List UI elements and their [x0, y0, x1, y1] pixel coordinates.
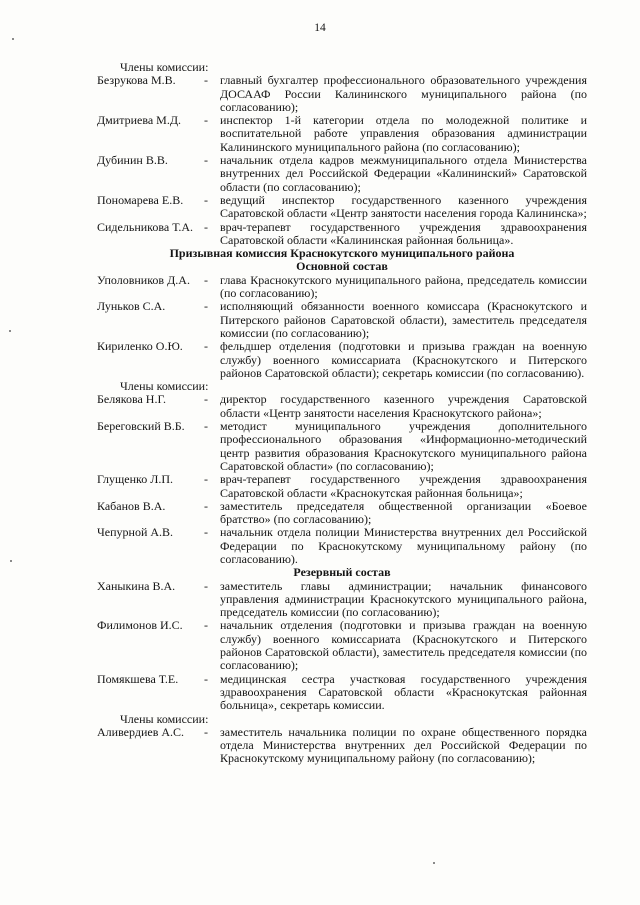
member-position: врач-терапевт государственного учреждения здравоохранения Саратовской области «Калининская районная больница».	[220, 219, 587, 247]
dash-separator: -	[204, 671, 208, 686]
document-body	[97, 61, 587, 766]
commission-member-entry	[97, 340, 587, 380]
member-position: врач-терапевт государственного учреждения здравоохранения Саратовской области «Краснокутская районная больница»;	[220, 472, 587, 500]
scan-speck	[433, 862, 435, 864]
scan-speck	[10, 560, 12, 562]
members-heading: Члены комиссии:	[120, 379, 209, 394]
dash-separator: -	[204, 153, 208, 168]
member-position: исполняющий обязанности военного комиссара (Краснокутского и Питерского районов Саратовской области), заместитель председателя комиссии (по согласованию);	[220, 299, 587, 340]
dash-separator: -	[204, 192, 208, 207]
member-name: Пономарева Е.В.	[97, 192, 184, 207]
member-position: начальник отделения (подготовки и призыва граждан на военную службу) военного комиссариата (Краснокутского и Питерского районов Саратовской области), заместитель председателя комиссии (по согласованию);	[220, 618, 587, 673]
member-name: Помякшева Т.Е.	[97, 671, 179, 686]
scan-speck	[12, 38, 14, 40]
member-name: Кириленко О.Ю.	[97, 339, 183, 354]
commission-member-entry	[97, 673, 587, 713]
member-position: начальник отдела кадров межмуниципального отдела Министерства внутренних дел Российской Федерации «Калининский» Саратовской области (по согласованию);	[220, 153, 587, 194]
commission-member-entry	[97, 526, 587, 566]
member-name: Уполовников Д.А.	[97, 272, 190, 287]
main-composition-title: Основной состав	[296, 259, 388, 274]
member-name: Ханыкина В.А.	[97, 578, 176, 593]
dash-separator: -	[204, 339, 208, 354]
member-name: Чепурной А.В.	[97, 525, 174, 540]
member-position: ведущий инспектор государственного казенного учреждения Саратовской области «Центр занятости населения города Калининска»;	[220, 192, 587, 221]
dash-separator: -	[204, 272, 208, 287]
dash-separator: -	[204, 219, 208, 234]
dash-separator: -	[204, 113, 208, 128]
member-position: начальник отдела полиции Министерства внутренних дел Российской Федерации по Краснокутскому муниципальному району (по согласованию).	[220, 525, 587, 566]
member-position: инспектор 1-й категории отдела по молодежной политике и воспитательной работе управления образования администрации Калининского муниципального района (по согласованию);	[220, 113, 587, 154]
member-position: фельдшер отделения (подготовки и призыва граждан на военную службу) военного комиссариата (Краснокутского и Питерского районов Саратовской области); секретарь комиссии (по согласованию).	[220, 339, 587, 380]
reserve-composition-title: Резервный состав	[293, 565, 391, 580]
commission-member-entry	[97, 500, 587, 527]
member-name: Безрукова М.В.	[97, 73, 176, 88]
member-name: Дмитриева М.Д.	[97, 113, 182, 128]
commission-member-entry	[97, 473, 587, 500]
commission-member-entry	[97, 619, 587, 672]
commission-member-entry	[97, 114, 587, 154]
dash-separator: -	[204, 472, 208, 487]
commission-member-entry	[97, 580, 587, 620]
member-position: медицинская сестра участковая государственного учреждения здравоохранения Саратовской области «Краснокутская районная больница», секретарь комиссии.	[220, 671, 587, 713]
commission-member-entry	[97, 393, 587, 420]
dash-separator: -	[204, 419, 208, 434]
member-name: Сидельникова Т.А.	[97, 219, 194, 234]
member-position: методист муниципального учреждения дополнительного профессионального образования «Информационно-методический центр развития образования Краснокутского муниципального района Саратовской области» (по согласованию);	[220, 419, 587, 473]
member-position: глава Краснокутского муниципального района, председатель комиссии (по согласованию);	[220, 272, 587, 301]
members-heading: Члены комиссии:	[120, 60, 209, 74]
commission-member-entry	[97, 726, 587, 766]
member-name: Дубинин В.В.	[97, 153, 168, 168]
dash-separator: -	[204, 392, 208, 407]
member-position: заместитель начальника полиции по охране общественного порядка отдела Министерства внутренних дел Российской Федерации по Краснокутскому муниципальному району (по согласованию);	[220, 724, 587, 766]
dash-separator: -	[204, 299, 208, 314]
member-name: Луньков С.А.	[97, 299, 166, 314]
member-position: заместитель председателя общественной организации «Боевое братство» (по согласованию);	[220, 498, 587, 527]
dash-separator: -	[204, 73, 208, 88]
member-name: Белякова Н.Г.	[97, 392, 167, 407]
commission-member-entry	[97, 420, 587, 473]
commission-member-entry	[97, 274, 587, 301]
member-name: Кабанов В.А.	[97, 498, 166, 513]
member-position: заместитель главы администрации; начальник финансового управления администрации Краснокутского муниципального района, председатель комиссии (по согласованию);	[220, 578, 587, 620]
commission-member-entry	[97, 194, 587, 221]
member-name: Береговский В.Б.	[97, 419, 185, 434]
member-name: Аливердиев А.С.	[97, 724, 185, 739]
members-heading: Члены комиссии:	[120, 711, 209, 726]
dash-separator: -	[204, 525, 208, 540]
commission-member-entry	[97, 300, 587, 340]
commission-member-entry	[97, 221, 587, 248]
member-name: Глущенко Л.П.	[97, 472, 174, 487]
commission-member-entry	[97, 74, 587, 114]
member-position: главный бухгалтер профессионального образовательного учреждения ДОСААФ России Калининского муниципального района (по согласованию);	[220, 73, 587, 114]
scan-speck	[9, 330, 11, 332]
dash-separator: -	[204, 618, 208, 633]
dash-separator: -	[204, 498, 208, 513]
commission-title: Призывная комиссия Краснокутского муниципального района	[169, 246, 515, 261]
member-position: директор государственного казенного учреждения Саратовской области «Центр занятости населения Краснокутского района»;	[220, 392, 587, 420]
dash-separator: -	[204, 578, 208, 593]
member-name: Филимонов И.С.	[97, 618, 183, 633]
page-number: 14	[314, 22, 326, 34]
dash-separator: -	[204, 724, 208, 739]
commission-member-entry	[97, 154, 587, 194]
